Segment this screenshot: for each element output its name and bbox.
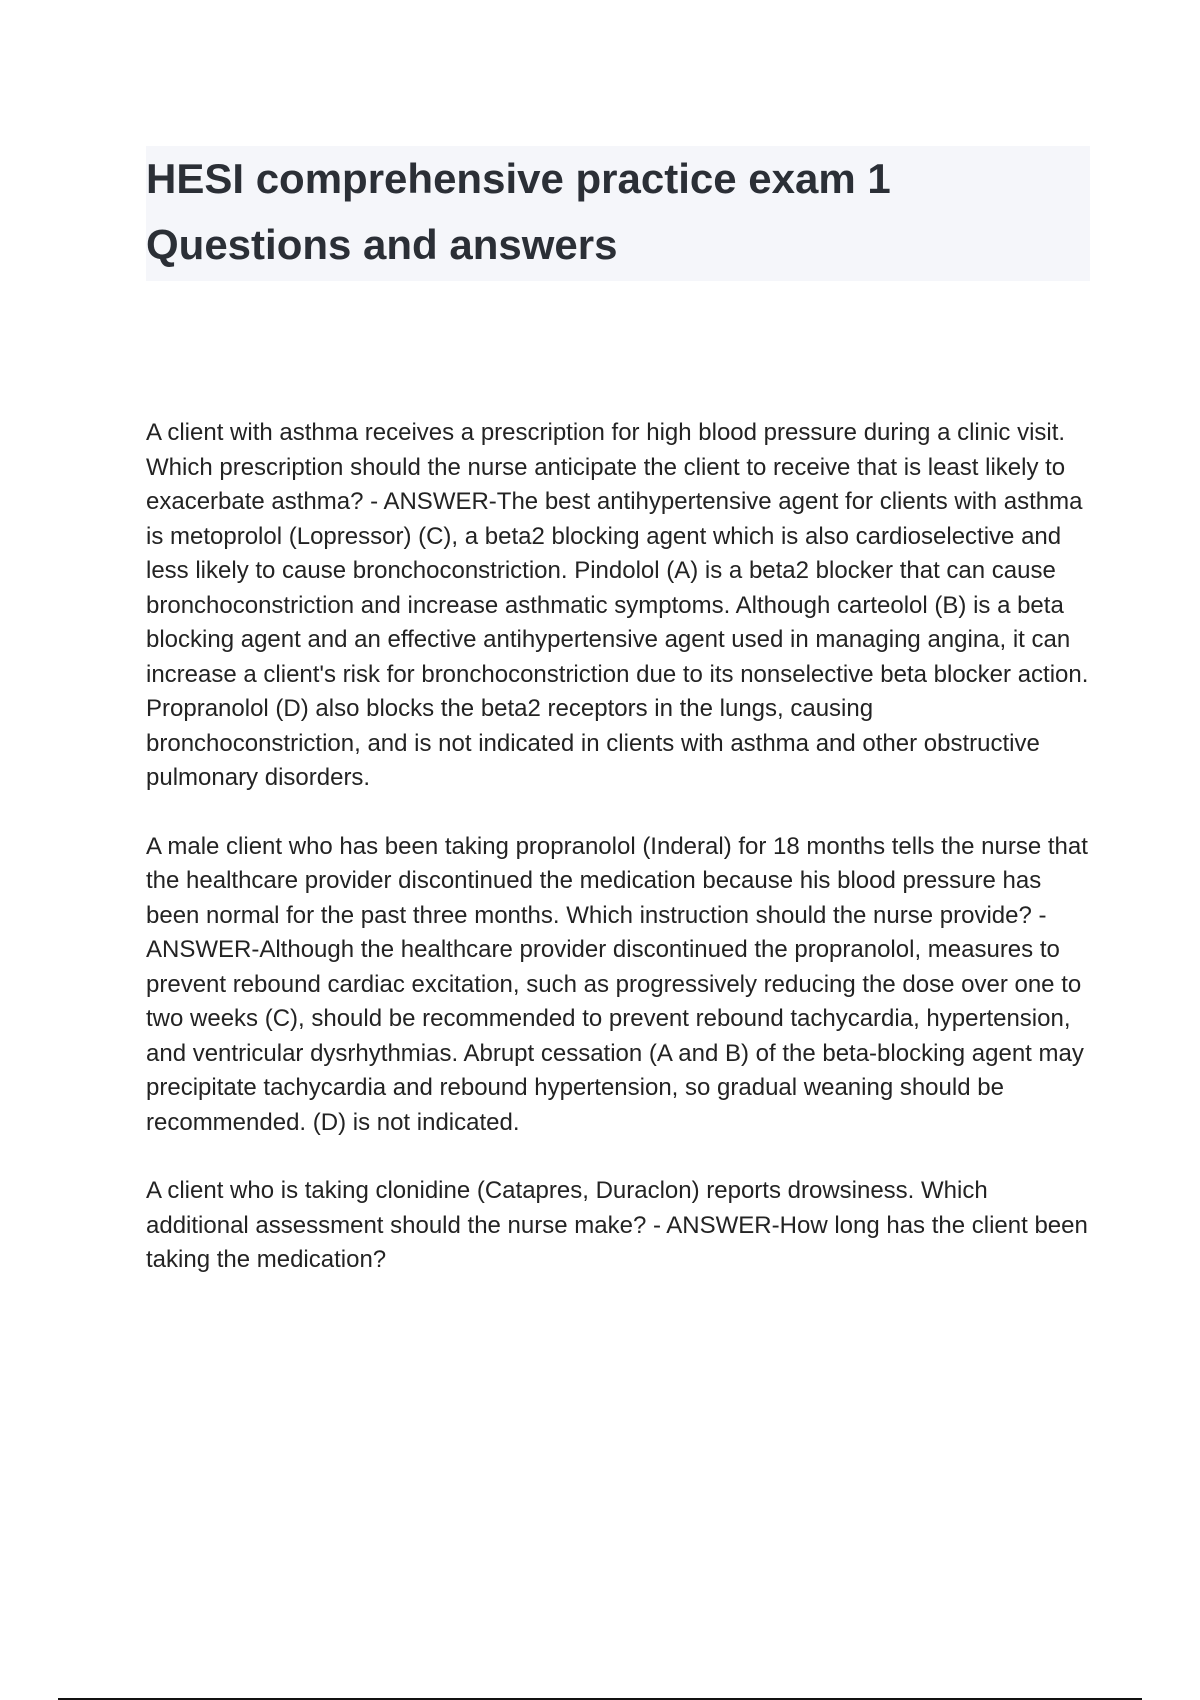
document-title bbox=[146, 146, 1090, 278]
qa-item: A client with asthma receives a prescription for high blood pressure during a clinic visit. Which prescription should the nurse anticipate the client to receive that is least likely to exacerbate asthma? - ANSWER-The best antihypertensive agent for clients with asthma is metoprolol (Lopressor) (C), a beta2 blocking agent which is also cardioselective and less likely to cause bronchoconstriction. Pindolol (A) is a beta2 blocker that can cause bronchoconstriction and increase asthmatic symptoms. Although carteolol (B) is a beta blocking agent and an effective antihypertensive agent used in managing angina, it can increase a client's risk for bronchoconstriction due to its nonselective beta blocker action. Propranolol (D) also blocks the beta2 receptors in the lungs, causing bronchoconstriction, and is not indicated in clients with asthma and other obstructive pulmonary disorders. bbox=[146, 419, 1089, 791]
title-banner bbox=[146, 146, 1090, 281]
title-line-1: HESI comprehensive practice exam 1 bbox=[146, 155, 891, 202]
document-body bbox=[146, 416, 1094, 1312]
qa-item: A client who is taking clonidine (Catapres, Duraclon) reports drowsiness. Which additional assessment should the nurse make? - ANSWER-How long has the client been taking the medication? bbox=[146, 1177, 1088, 1273]
qa-item: A male client who has been taking propranolol (Inderal) for 18 months tells the nurse that the healthcare provider discontinued the medication because his blood pressure has been normal for the past three months. Which instruction should the nurse provide? - ANSWER-Although the healthcare provider discontinued the propranolol, measures to prevent rebound cardiac excitation, such as progressively reducing the dose over one to two weeks (C), should be recommended to prevent rebound tachycardia, hypertension, and ventricular dysrhythmias. Abrupt cessation (A and B) of the beta-blocking agent may precipitate tachycardia and rebound hypertension, so gradual weaning should be recommended. (D) is not indicated. bbox=[146, 832, 1088, 1136]
title-line-2: Questions and answers bbox=[146, 221, 618, 268]
